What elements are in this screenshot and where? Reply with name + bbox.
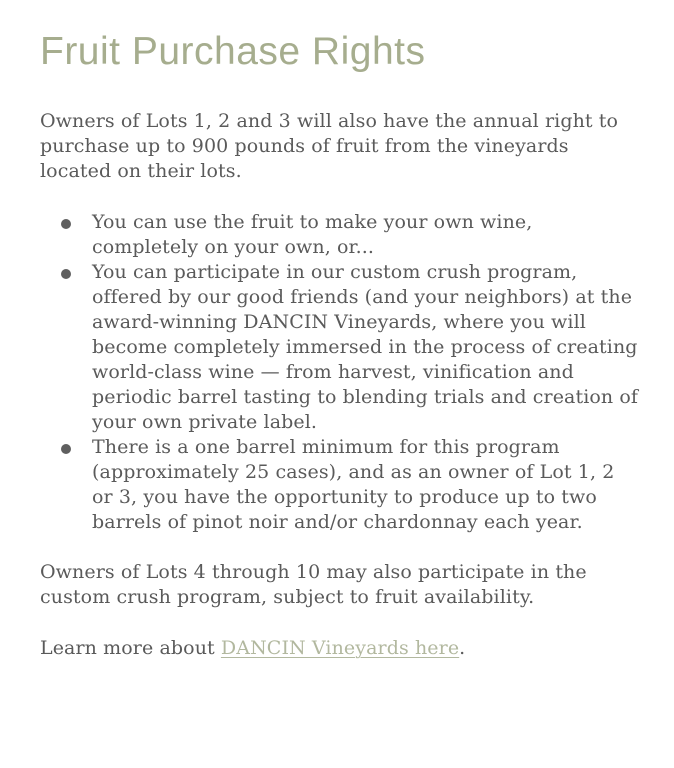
list-item-text: There is a one barrel minimum for this program (approximately 25 cases), and as an owner of Lot 1, 2 or 3, you have the opportunity to produce up to two barrels of pinot noir and/or chardonnay each year. — [92, 436, 615, 533]
list-item-text: You can use the fruit to make your own wine, completely on your own, or... — [92, 211, 533, 258]
learn-more-prefix: Learn more about — [40, 637, 221, 659]
learn-more-paragraph — [40, 636, 640, 661]
owners-note-paragraph: Owners of Lots 4 through 10 may also participate in the custom crush program, subject to fruit availability. — [40, 561, 587, 608]
bullet-icon — [61, 444, 71, 454]
dancin-vineyards-link[interactable]: DANCIN Vineyards here — [220, 637, 460, 659]
list-item — [92, 210, 640, 260]
bullet-icon — [61, 269, 71, 279]
list-item — [92, 260, 640, 435]
list-item — [92, 435, 640, 535]
options-list — [40, 210, 640, 535]
intro-paragraph: Owners of Lots 1, 2 and 3 will also have the annual right to purchase up to 900 pounds of fruit from the vineyards located on their lots. — [40, 110, 619, 182]
bullet-icon — [61, 219, 71, 229]
list-item-text: You can participate in our custom crush program, offered by our good friends (and your neighbors) at the award-winning DANCIN Vineyards, where you will become completely immersed in the process of creating world-class wine — from harvest, vinification and periodic barrel tasting to blending trials and creation of your own private label. — [92, 261, 639, 433]
learn-more-suffix: . — [459, 637, 466, 659]
article — [40, 22, 640, 661]
page-title: Fruit Purchase Rights — [40, 30, 426, 73]
